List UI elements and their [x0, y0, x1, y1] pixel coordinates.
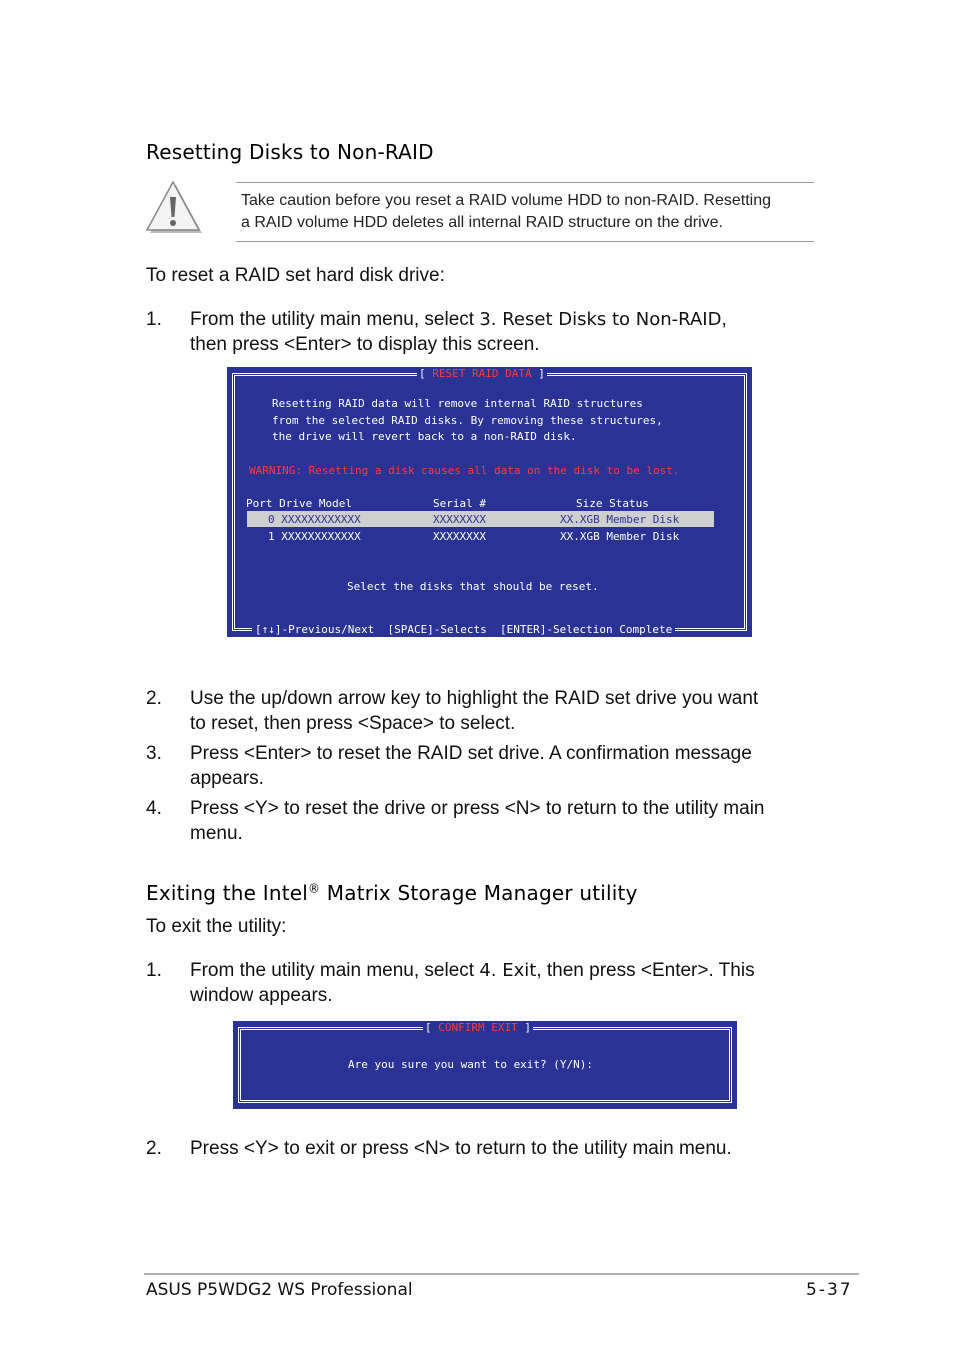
footer-page-number: 5-37	[806, 1280, 853, 1300]
step-text-line2: menu.	[190, 823, 243, 844]
step-number: 2.	[146, 1138, 162, 1159]
warning-triangle-icon	[143, 181, 203, 236]
column-header-port-model: Port Drive Model	[246, 497, 352, 510]
reset-raid-data-screen	[227, 367, 752, 637]
step-number: 2.	[146, 688, 162, 709]
step-text: Press <Y> to reset the drive or press <N> to return to the utility main	[190, 798, 765, 819]
column-header-serial: Serial #	[433, 497, 486, 510]
section-heading-reset: Resetting Disks to Non-RAID	[146, 140, 434, 164]
title-bracket: [	[425, 1021, 432, 1034]
confirm-exit-screen	[233, 1021, 737, 1109]
step-text: Press <Enter> to reset the RAID set drive. A confirmation message	[190, 743, 752, 764]
disk-row-serial[interactable]: XXXXXXXX	[433, 513, 486, 526]
heading-part: Matrix Storage Manager utility	[320, 881, 638, 905]
confirm-message: Are you sure you want to exit? (Y/N):	[348, 1058, 594, 1071]
step-text-part: From the utility main menu, select	[190, 309, 480, 330]
title-text: CONFIRM EXIT	[438, 1021, 518, 1034]
key-help-footer: [↑↓]-Previous/Next [SPACE]-Selects [ENTER]-Selection Complete	[252, 623, 675, 636]
warning-text: WARNING: Resetting a disk causes all data on the disk to be lost.	[249, 464, 680, 477]
caution-top-rule	[236, 182, 814, 183]
step-text-line2: then press <Enter> to display this screen.	[190, 334, 540, 355]
step-text-part: , then press <Enter>. This	[536, 960, 755, 981]
step-text-line2: appears.	[190, 768, 264, 789]
footer-rule	[144, 1273, 859, 1275]
title-bracket: [	[419, 367, 426, 380]
step-number: 1.	[146, 309, 162, 330]
screen-title	[417, 367, 547, 380]
message-line: from the selected RAID disks. By removing these structures,	[272, 414, 663, 427]
column-header-size-status: Size Status	[576, 497, 649, 510]
disk-row-serial[interactable]: XXXXXXXX	[433, 530, 486, 543]
step-text	[190, 307, 727, 332]
step-text: Use the up/down arrow key to highlight the RAID set drive you want	[190, 688, 759, 709]
reset-intro: To reset a RAID set hard disk drive:	[146, 265, 445, 286]
disk-row-port-model[interactable]: 0 XXXXXXXXXXXX	[268, 513, 361, 526]
menu-item-name: 3. Reset Disks to Non-RAID	[479, 309, 722, 330]
heading-part: Exiting the Intel	[146, 881, 309, 905]
step-text	[190, 958, 755, 983]
caution-text-line1: Take caution before you reset a RAID volume HDD to non-RAID. Resetting	[241, 192, 772, 209]
footer-product-name: ASUS P5WDG2 WS Professional	[146, 1280, 413, 1300]
message-line: Resetting RAID data will remove internal RAID structures	[272, 397, 643, 410]
step-text-part: ,	[721, 309, 727, 330]
step-number: 3.	[146, 743, 162, 764]
menu-item-name: 4. Exit	[479, 960, 537, 981]
step-text-line2: to reset, then press <Space> to select.	[190, 713, 516, 734]
caution-text-line2: a RAID volume HDD deletes all internal RAID structure on the drive.	[241, 214, 723, 231]
title-bracket: ]	[538, 367, 545, 380]
step-text-part: From the utility main menu, select	[190, 960, 480, 981]
select-prompt: Select the disks that should be reset.	[347, 580, 599, 593]
registered-mark: ®	[308, 881, 321, 896]
caution-bottom-rule	[236, 241, 814, 242]
disk-row-size-status[interactable]: XX.XGB Member Disk	[560, 513, 680, 526]
title-bracket: ]	[524, 1021, 531, 1034]
disk-row-size-status[interactable]: XX.XGB Member Disk	[560, 530, 680, 543]
section-heading-exit	[146, 881, 638, 905]
message-line: the drive will revert back to a non-RAID disk.	[272, 430, 577, 443]
disk-row-port-model[interactable]: 1 XXXXXXXXXXXX	[268, 530, 361, 543]
step-number: 1.	[146, 960, 162, 981]
screen-title	[423, 1021, 533, 1034]
step-text-line2: window appears.	[190, 985, 333, 1006]
exit-intro: To exit the utility:	[146, 916, 287, 937]
title-text: RESET RAID DATA	[432, 367, 532, 380]
step-number: 4.	[146, 798, 162, 819]
step-text: Press <Y> to exit or press <N> to return to the utility main menu.	[190, 1138, 732, 1159]
